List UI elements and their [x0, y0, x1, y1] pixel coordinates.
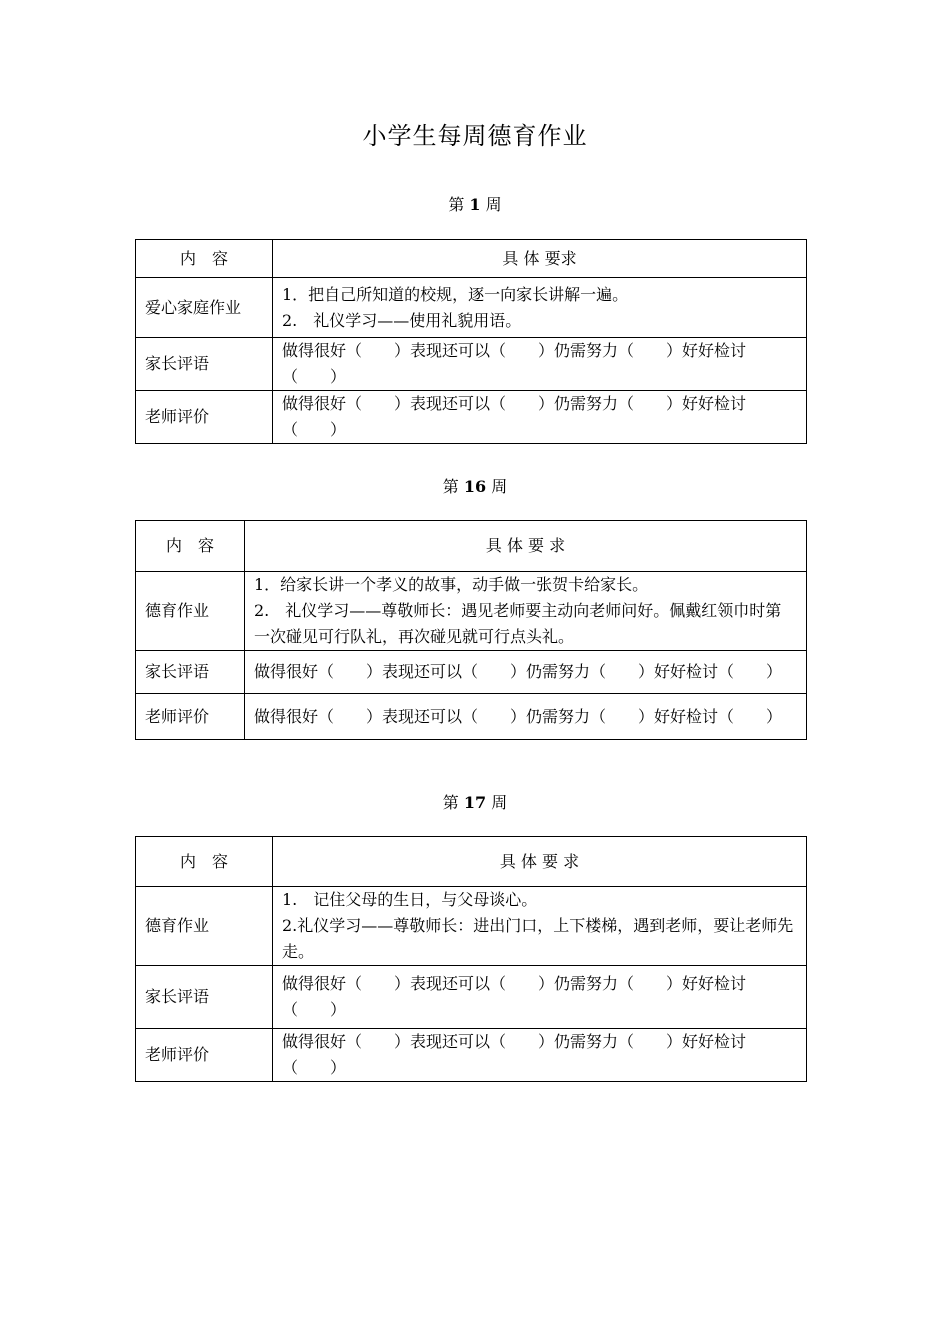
week-17-table [135, 836, 807, 1082]
task-line: 2. 礼仪学习——使用礼貌用语。 [282, 310, 522, 330]
header-content: 内 容 [136, 240, 273, 278]
parent-rating[interactable]: 做得很好（ ）表现还可以（ ）仍需努力（ ）好好检讨（ ） [245, 651, 807, 694]
header-content: 内 容 [136, 521, 245, 572]
task-row [136, 572, 807, 651]
teacher-eval-row [136, 1029, 807, 1082]
parent-comment-row [136, 651, 807, 694]
teacher-eval-row [136, 391, 807, 444]
parent-rating[interactable]: 做得很好（ ）表现还可以（ ）仍需努力（ ）好好检讨（ ） [273, 966, 807, 1029]
parent-label: 家长评语 [136, 338, 273, 391]
task-line: 2. 礼仪学习——尊敬师长：遇见老师要主动向老师问好。佩戴红领巾时第一次碰见可行队礼，再次碰见就可行点头礼。 [254, 601, 782, 646]
parent-label: 家长评语 [136, 651, 245, 694]
task-line: 1．把自己所知道的校规，逐一向家长讲解一遍。 [282, 284, 629, 304]
table-header-row [136, 240, 807, 278]
task-label: 德育作业 [136, 572, 245, 651]
table-header-row [136, 521, 807, 572]
week-1-heading: 第 1 周 [448, 195, 502, 214]
task-row [136, 887, 807, 966]
task-line: 1. 记住父母的生日，与父母谈心。 [282, 890, 538, 909]
parent-comment-row [136, 338, 807, 391]
teacher-rating[interactable]: 做得很好（ ）表现还可以（ ）仍需努力（ ）好好检讨（ ） [245, 694, 807, 740]
header-requirements: 具 体 要 求 [273, 837, 807, 887]
week-16-heading: 第 16 周 [442, 477, 508, 496]
week-1-table [135, 239, 807, 444]
header-content: 内 容 [136, 837, 273, 887]
teacher-rating[interactable]: 做得很好（ ）表现还可以（ ）仍需努力（ ）好好检讨（ ） [273, 391, 807, 444]
page-title: 小学生每周德育作业 [362, 122, 588, 150]
teacher-label: 老师评价 [136, 694, 245, 740]
header-requirements: 具 体 要求 [273, 240, 807, 278]
task-content [245, 572, 807, 651]
teacher-label: 老师评价 [136, 391, 273, 444]
week-17-heading: 第 17 周 [442, 793, 508, 812]
task-content [273, 278, 807, 338]
teacher-eval-row [136, 694, 807, 740]
parent-comment-row [136, 966, 807, 1029]
teacher-label: 老师评价 [136, 1029, 273, 1082]
week-number: 1 [469, 195, 481, 214]
task-line: 2.礼仪学习——尊敬师长：进出门口，上下楼梯，遇到老师，要让老师先走。 [282, 916, 794, 961]
teacher-rating[interactable]: 做得很好（ ）表现还可以（ ）仍需努力（ ）好好检讨（ ） [273, 1029, 807, 1082]
week-number: 17 [463, 793, 487, 812]
task-label: 德育作业 [136, 887, 273, 966]
week-number: 16 [463, 477, 487, 496]
task-content [273, 887, 807, 966]
table-header-row [136, 837, 807, 887]
parent-rating[interactable]: 做得很好（ ）表现还可以（ ）仍需努力（ ）好好检讨（ ） [273, 338, 807, 391]
parent-label: 家长评语 [136, 966, 273, 1029]
task-row [136, 278, 807, 338]
task-label: 爱心家庭作业 [136, 278, 273, 338]
header-requirements: 具 体 要 求 [245, 521, 807, 572]
task-line: 1．给家长讲一个孝义的故事，动手做一张贺卡给家长。 [254, 575, 649, 594]
week-16-table [135, 520, 807, 740]
